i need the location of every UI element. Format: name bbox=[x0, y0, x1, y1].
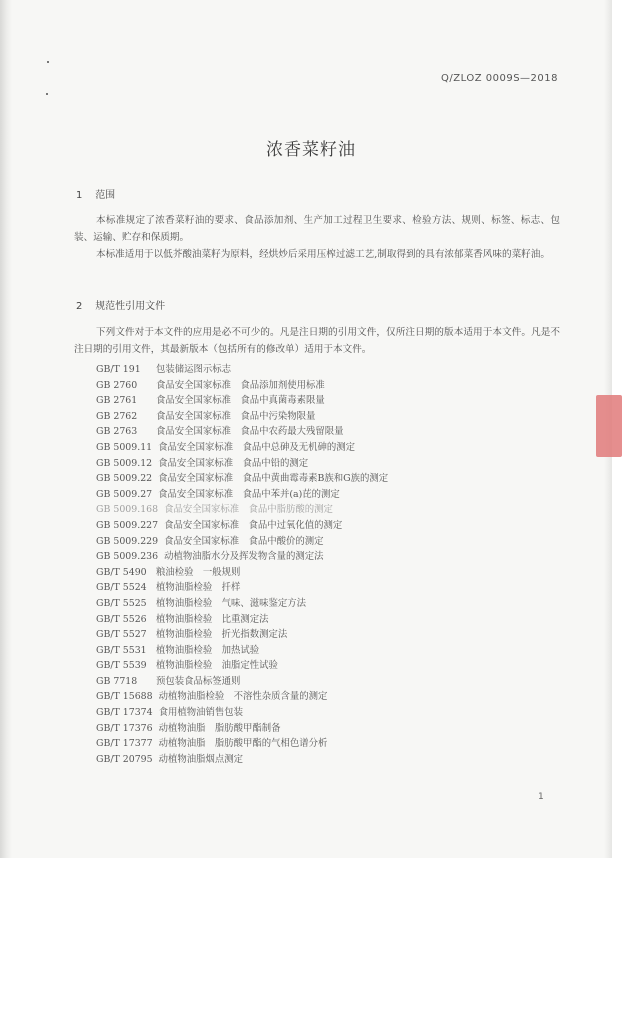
reference-code: GB/T 5527 bbox=[96, 629, 147, 641]
reference-item bbox=[96, 705, 388, 721]
reference-title: 动植物油脂检验 不溶性杂质含量的测定 bbox=[158, 691, 328, 703]
section-number: 2 bbox=[76, 301, 83, 312]
reference-item bbox=[96, 612, 388, 628]
reference-code: GB/T 17377 bbox=[96, 738, 153, 750]
reference-code: GB 5009.229 bbox=[96, 535, 159, 547]
document-title: 浓香菜籽油 bbox=[266, 140, 356, 160]
reference-title: 包装储运图示标志 bbox=[156, 364, 232, 375]
reference-title: 植物油脂检验 油脂定性试验 bbox=[156, 660, 278, 672]
section-number: 1 bbox=[76, 190, 83, 201]
reference-item bbox=[96, 440, 388, 456]
references-intro-paragraph: 下列文件对于本文件的应用是必不可少的。凡是注日期的引用文件，仅所注日期的版本适用于本文件。凡是不注日期的引用文件，其最新版本（包括所有的修改单）适用于本文件。 bbox=[74, 327, 560, 355]
scan-speck bbox=[47, 61, 49, 63]
section-heading-normative-references bbox=[76, 297, 165, 312]
reference-title: 食品安全国家标准 食品中污染物限量 bbox=[156, 410, 316, 422]
reference-title: 植物油脂检验 气味、滋味鉴定方法 bbox=[156, 597, 307, 609]
reference-item bbox=[96, 658, 388, 674]
scan-speck bbox=[46, 93, 48, 95]
reference-item bbox=[96, 596, 388, 612]
reference-code: GB/T 5526 bbox=[96, 613, 147, 625]
reference-item bbox=[96, 643, 388, 659]
reference-code: GB 2761 bbox=[96, 395, 138, 407]
reference-title: 食品安全国家标准 食品中铅的测定 bbox=[158, 457, 309, 469]
reference-title: 食品安全国家标准 食品添加剂使用标准 bbox=[156, 379, 325, 391]
red-stamp-mark bbox=[596, 395, 622, 457]
reference-item bbox=[96, 565, 388, 581]
reference-code: GB 5009.236 bbox=[96, 551, 159, 563]
reference-code: GB 5009.22 bbox=[96, 473, 153, 485]
reference-title: 食品安全国家标准 食品中总砷及无机砷的测定 bbox=[158, 441, 356, 453]
reference-title: 食品安全国家标准 食品中过氧化值的测定 bbox=[164, 519, 343, 531]
reference-code: GB/T 17376 bbox=[96, 722, 153, 734]
reference-title: 植物油脂检验 折光指数测定法 bbox=[156, 629, 288, 641]
reference-item bbox=[96, 502, 388, 518]
reference-code: GB 5009.168 bbox=[96, 504, 159, 516]
reference-item bbox=[96, 471, 388, 487]
reference-title: 食品安全国家标准 食品中黄曲霉毒素B族和G族的测定 bbox=[158, 473, 389, 485]
page-number: 1 bbox=[538, 792, 544, 802]
scope-paragraph-2: 本标准适用于以低芥酸油菜籽为原料，经烘炒后采用压榨过滤工艺,制取得到的具有浓郁菜香风味的菜籽油。 bbox=[96, 249, 550, 260]
reference-title: 植物油脂检验 比重测定法 bbox=[156, 613, 269, 625]
reference-code: GB/T 5490 bbox=[96, 566, 147, 578]
reference-code: GB 5009.12 bbox=[96, 457, 153, 469]
reference-title: 动植物油脂 脂肪酸甲酯制备 bbox=[158, 722, 281, 734]
reference-item bbox=[96, 362, 388, 378]
reference-title: 动植物油脂烟点测定 bbox=[158, 753, 243, 765]
reference-item bbox=[96, 518, 388, 534]
reference-item bbox=[96, 549, 388, 565]
reference-title: 食用植物油销售包装 bbox=[158, 707, 243, 719]
reference-title: 食品安全国家标准 食品中农药最大残留限量 bbox=[156, 426, 344, 438]
reference-item bbox=[96, 393, 388, 409]
reference-code: GB/T 17374 bbox=[96, 707, 153, 719]
reference-code: GB 7718 bbox=[96, 675, 138, 687]
reference-item bbox=[96, 378, 388, 394]
reference-item bbox=[96, 721, 388, 737]
reference-item bbox=[96, 627, 388, 643]
reference-title: 食品安全国家标准 食品中脂肪酸的测定 bbox=[164, 504, 333, 516]
reference-code: GB/T 5531 bbox=[96, 644, 147, 656]
reference-item bbox=[96, 409, 388, 425]
reference-item bbox=[96, 752, 388, 768]
reference-title: 动植物油脂水分及挥发物含量的测定法 bbox=[164, 551, 324, 563]
reference-code: GB 5009.27 bbox=[96, 488, 153, 500]
reference-code: GB 2762 bbox=[96, 410, 138, 422]
reference-title: 粮油检验 一般规则 bbox=[156, 566, 241, 578]
section-heading-text: 范围 bbox=[95, 190, 116, 201]
reference-code: GB 5009.227 bbox=[96, 519, 159, 531]
reference-list bbox=[96, 362, 388, 767]
reference-item bbox=[96, 736, 388, 752]
scope-paragraph-1: 本标准规定了浓香菜籽油的要求、食品添加剂、生产加工过程卫生要求、检验方法、规则、标签、标志、包装、运输、贮存和保质期。 bbox=[74, 215, 560, 243]
reference-item bbox=[96, 534, 388, 550]
reference-title: 植物油脂检验 加热试验 bbox=[156, 644, 260, 656]
section-heading-scope bbox=[76, 186, 115, 201]
reference-item bbox=[96, 456, 388, 472]
reference-code: GB 5009.11 bbox=[96, 441, 153, 453]
reference-code: GB/T 15688 bbox=[96, 691, 153, 703]
document-code: Q/ZLOZ 0009S—2018 bbox=[441, 73, 558, 84]
reference-code: GB/T 191 bbox=[96, 364, 141, 375]
reference-title: 食品安全国家标准 食品中酸价的测定 bbox=[164, 535, 324, 547]
reference-title: 动植物油脂 脂肪酸甲酯的气相色谱分析 bbox=[158, 738, 328, 750]
reference-title: 食品安全国家标准 食品中真菌毒素限量 bbox=[156, 395, 325, 407]
reference-code: GB/T 5539 bbox=[96, 660, 147, 672]
reference-item bbox=[96, 674, 388, 690]
reference-title: 食品安全国家标准 食品中苯并(a)芘的测定 bbox=[158, 488, 340, 500]
reference-code: GB/T 5524 bbox=[96, 582, 147, 594]
reference-title: 植物油脂检验 扦样 bbox=[156, 582, 241, 594]
reference-item bbox=[96, 424, 388, 440]
reference-code: GB 2763 bbox=[96, 426, 138, 438]
reference-item bbox=[96, 689, 388, 705]
reference-code: GB/T 5525 bbox=[96, 597, 147, 609]
section-heading-text: 规范性引用文件 bbox=[95, 301, 166, 312]
reference-code: GB/T 20795 bbox=[96, 753, 153, 765]
reference-title: 预包装食品标签通则 bbox=[156, 675, 241, 687]
reference-code: GB 2760 bbox=[96, 379, 138, 391]
scan-binding-strip bbox=[0, 0, 12, 858]
reference-item bbox=[96, 580, 388, 596]
reference-item bbox=[96, 487, 388, 503]
